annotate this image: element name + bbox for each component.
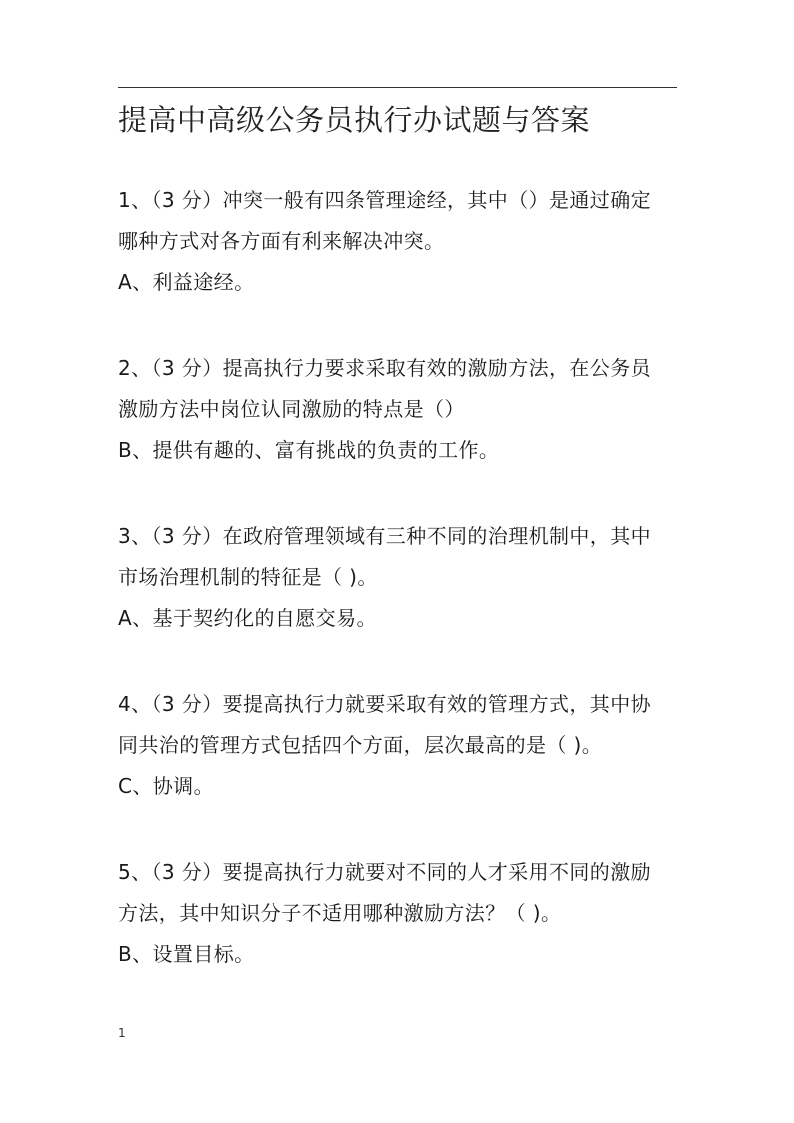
question-text: 3、（3 分）在政府管理领域有三种不同的治理机制中，其中	[118, 524, 652, 548]
answer-text: B、设置目标。	[118, 942, 255, 966]
answer-text: A、基于契约化的自愿交易。	[118, 606, 377, 630]
question-text: 方法，其中知识分子不适用哪种激励方法？（ )。	[118, 901, 562, 925]
question-text: 激励方法中岗位认同激励的特点是（）	[118, 397, 465, 421]
question-item	[118, 180, 678, 303]
question-item	[118, 516, 678, 639]
answer-text: A、利益途经。	[118, 270, 255, 294]
question-text: 1、（3 分）冲突一般有四条管理途经，其中（）是通过确定	[118, 188, 652, 212]
question-list	[118, 180, 678, 1020]
page-title: 提高中高级公务员执行办试题与答案	[118, 103, 591, 137]
question-text: 同共治的管理方式包括四个方面，层次最高的是（ )。	[118, 733, 603, 757]
header-rule	[118, 87, 677, 88]
question-item	[118, 852, 678, 975]
question-text: 哪种方式对各方面有利来解决冲突。	[118, 229, 445, 253]
answer-text: B、提供有趣的、富有挑战的负责的工作。	[118, 438, 500, 462]
page-number: 1	[118, 1026, 126, 1040]
question-text: 5、（3 分）要提高执行力就要对不同的人才采用不同的激励	[118, 860, 652, 884]
question-item	[118, 348, 678, 471]
question-text: 4、（3 分）要提高执行力就要采取有效的管理方式，其中协	[118, 692, 652, 716]
answer-text: C、协调。	[118, 774, 214, 798]
question-text: 市场治理机制的特征是（ )。	[118, 565, 378, 589]
question-text: 2、（3 分）提高执行力要求采取有效的激励方法，在公务员	[118, 356, 652, 380]
question-item	[118, 684, 678, 807]
